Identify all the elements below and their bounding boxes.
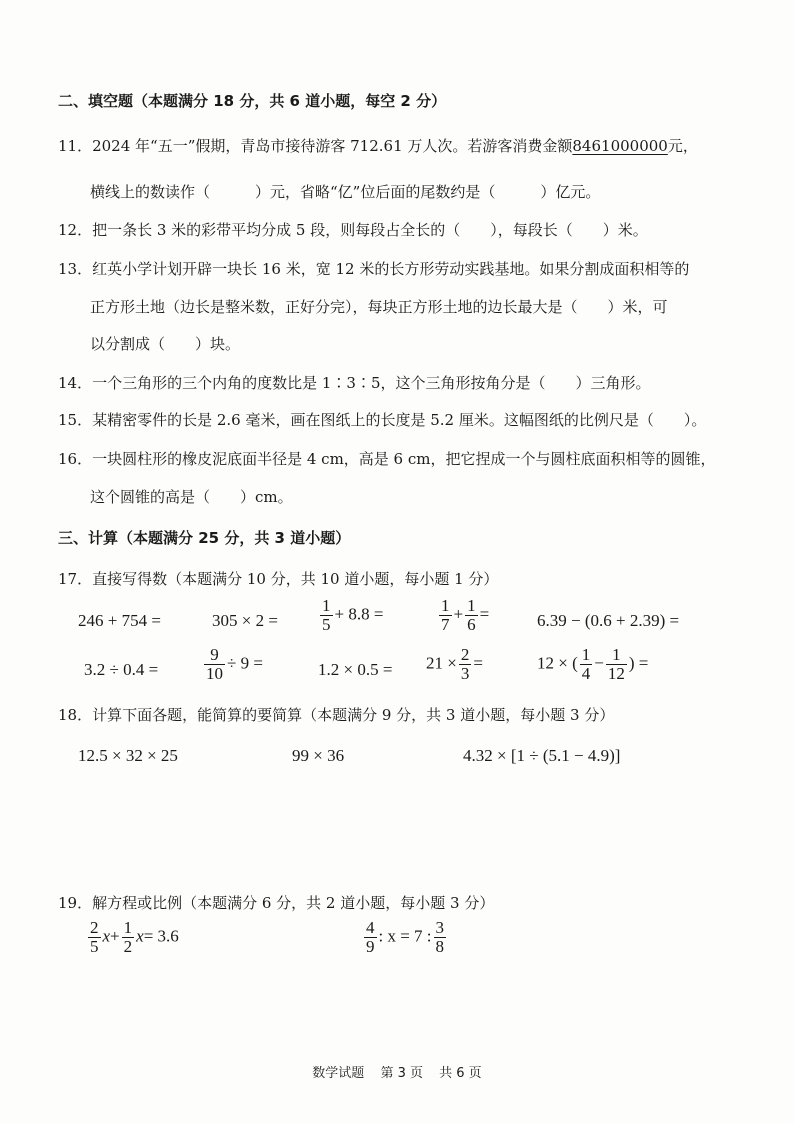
- q17-item-3: $\frac{1}{5}$ + 8.8 =: [322, 596, 384, 634]
- fraction: $\frac{2}{3}$: [460, 645, 470, 683]
- q17-item-4: $\frac{1}{7}$ + $\frac{1}{6}$ =: [441, 596, 490, 634]
- question-17-title: 17．直接写得数（本题满分 10 分，共 10 道小题，每小题 1 分）: [58, 570, 499, 588]
- q17-item-5: 6.39 − (0.6 + 2.39) =: [537, 611, 680, 630]
- question-16-line-2: 这个圆锥的高是（ ）cm。: [90, 488, 293, 506]
- q11-text-pre: 11．2024 年“五一”假期，青岛市接待游客 712.61 万人次。若游客消费金额: [58, 137, 573, 155]
- q11-amount: 8461000000: [572, 137, 668, 155]
- fraction: $\frac{1}{7}$: [441, 596, 450, 634]
- footer-total-pages: 共 6 页: [439, 1066, 482, 1081]
- question-13-line-2: 正方形土地（边长是整米数，正好分完），每块正方形土地的边长最大是（ ）米，可: [90, 298, 668, 316]
- q18-item-3: 4.32 × [1 ÷ (5.1 − 4.9)]: [463, 746, 621, 765]
- footer-subject: 数学试题: [312, 1066, 365, 1081]
- q18-item-1: 12.5 × 32 × 25: [78, 746, 178, 765]
- q19-equation-1: $\frac{2}{5}$ x+ $\frac{1}{2}$ x= 3.6: [90, 918, 179, 956]
- fraction: $\frac{1}{2}$: [123, 918, 133, 956]
- fraction: $\frac{1}{5}$: [322, 596, 331, 634]
- fraction: $\frac{4}{9}$: [366, 918, 375, 956]
- question-12: 12．把一条长 3 米的彩带平均分成 5 段，则每段占全长的（ ），每段长（ ）米。: [58, 221, 648, 239]
- question-13-line-3: 以分割成（ ）块。: [90, 335, 241, 353]
- question-19-title: 19．解方程或比例（本题满分 6 分，共 2 道小题，每小题 3 分）: [58, 894, 495, 912]
- fraction: $\frac{1}{4}$: [581, 645, 591, 683]
- fraction: $\frac{3}{8}$: [435, 918, 445, 956]
- fraction: $\frac{2}{5}$: [90, 918, 99, 956]
- q17-item-10: 12 × ( $\frac{1}{4}$ − $\frac{1}{12}$ ) =: [537, 645, 649, 683]
- question-11-line-1: [58, 135, 698, 156]
- fraction: $\frac{1}{6}$: [467, 596, 476, 634]
- question-11-line-2: 横线上的数读作（ ）元，省略“亿”位后面的尾数约是（ ）亿元。: [90, 183, 601, 201]
- question-14: 14．一个三角形的三个内角的度数比是 1∶3∶5，这个三角形按角分是（ ）三角形。: [58, 374, 651, 392]
- q17-item-1: 246 + 754 =: [78, 611, 161, 630]
- q17-item-2: 305 × 2 =: [212, 611, 278, 630]
- q17-item-8: 1.2 × 0.5 =: [318, 660, 393, 679]
- q19-equation-2: $\frac{4}{9}$ : x = 7 : $\frac{3}{8}$: [366, 918, 445, 956]
- fraction: $\frac{9}{10}$: [206, 645, 223, 683]
- q17-item-6: 3.2 ÷ 0.4 =: [84, 660, 159, 679]
- q11-text-post: 元，: [667, 137, 698, 155]
- footer-page-number: 第 3 页: [380, 1066, 423, 1081]
- q17-item-9: 21 × $\frac{2}{3}$ =: [426, 645, 483, 683]
- q17-item-7: $\frac{9}{10}$ ÷ 9 =: [206, 645, 263, 683]
- fraction: $\frac{1}{12}$: [607, 645, 625, 683]
- section-3-title: 三、计算（本题满分 25 分，共 3 道小题）: [58, 529, 351, 547]
- question-13-line-1: 13．红英小学计划开辟一块长 16 米，宽 12 米的长方形劳动实践基地。如果分割成面积相等的: [58, 260, 690, 278]
- q18-item-2: 99 × 36: [292, 746, 345, 765]
- question-18-title: 18．计算下面各题，能简算的要简算（本题满分 9 分，共 3 道小题，每小题 3 分）: [58, 706, 615, 724]
- question-15: 15．某精密零件的长是 2.6 毫米，画在图纸上的长度是 5.2 厘米。这幅图纸的比例尺是（ ）。: [58, 411, 707, 429]
- page-footer: [0, 1062, 794, 1081]
- question-16-line-1: 16．一块圆柱形的橡皮泥底面半径是 4 cm，高是 6 cm，把它捏成一个与圆柱底面积相等的圆锥，: [58, 450, 716, 468]
- section-2-title: 二、填空题（本题满分 18 分，共 6 道小题，每空 2 分）: [58, 92, 447, 110]
